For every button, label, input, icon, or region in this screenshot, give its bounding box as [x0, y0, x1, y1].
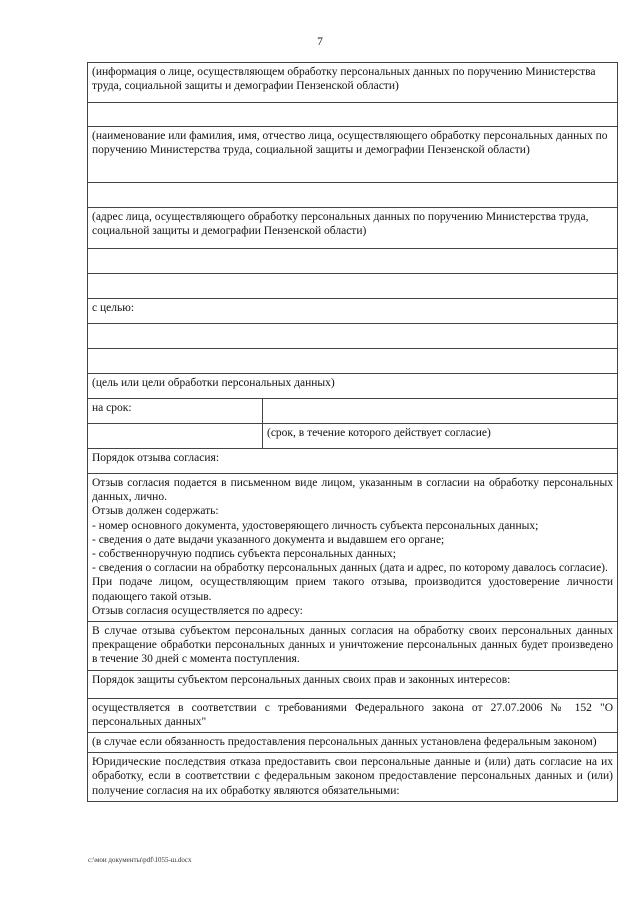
purpose-label: с целью: [88, 299, 618, 324]
legal-consequences: Юридические последствия отказа предоставить свои персональные данные и (или) дать согласие на их обработку, если в соответствии с федеральным законом предоставление персональных данных и (или) получение согласия на их обработку являются обязательными: [88, 753, 618, 802]
operator-name-field[interactable] [88, 183, 618, 208]
revocation-line: Отзыв согласия осуществляется по адресу: [92, 604, 303, 617]
revocation-line: Отзыв должен содержать: [92, 505, 219, 518]
revocation-consequence: В случае отзыва субъектом персональных данных согласия на обработку своих персональных данных прекращение обработки персональных данных и уничтожение персональных данных будет произведено в течение 30 дней с момента поступления. [88, 622, 618, 671]
revocation-line: - собственноручную подпись субъекта персональных данных; [92, 548, 396, 561]
operator-address-field[interactable] [88, 249, 618, 274]
revocation-line: - сведения о согласии на обработку персональных данных (дата и адрес, по которому давалось согласие). [92, 562, 608, 575]
revocation-line: При подаче лицом, осуществляющим прием такого отзыва, производится удостоверение личности подающего такой отзыв. [92, 576, 613, 603]
revocation-heading: Порядок отзыва согласия: [88, 449, 618, 474]
consent-form-table [87, 62, 618, 802]
term-label: на срок: [88, 399, 263, 424]
footer-file-path: c:\мои документы\pdf\1055-ш.docx [88, 856, 192, 864]
revocation-line: Отзыв согласия подается в письменном виде лицом, указанным в согласии на обработку персональных данных, лично. [92, 477, 613, 504]
revocation-line: - сведения о дате выдачи указанного документа и выдавшем его органе; [92, 533, 445, 546]
obligation-caption: (в случае если обязанность предоставления персональных данных установлена федеральным законом) [88, 733, 618, 753]
term-caption: (срок, в течение которого действует согласие) [263, 424, 618, 449]
purpose-field-1[interactable] [88, 324, 618, 349]
operator-blank-field[interactable] [88, 103, 618, 127]
page-number: 7 [317, 36, 323, 48]
term-field[interactable] [263, 399, 618, 424]
operator-info-caption: (информация о лице, осуществляющем обработку персональных данных по поручению Министерства труда, социальной защиты и демографии Пензенской области) [88, 63, 618, 103]
blank-line[interactable] [88, 274, 618, 299]
revocation-procedure [88, 474, 618, 622]
purpose-field-2[interactable] [88, 349, 618, 374]
protection-law: осуществляется в соответствии с требованиями Федерального закона от 27.07.2006 № 152 "О персональных данных" [88, 698, 618, 732]
purpose-caption: (цель или цели обработки персональных данных) [88, 374, 618, 399]
operator-address-caption: (адрес лица, осуществляющего обработку персональных данных по поручению Министерства труда, социальной защиты и демографии Пензенской области) [88, 208, 618, 249]
revocation-line: - номер основного документа, удостоверяющего личность субъекта персональных данных; [92, 519, 539, 532]
term-blank-cell [88, 424, 263, 449]
protection-heading: Порядок защиты субъектом персональных данных своих прав и законных интересов: [88, 670, 618, 698]
operator-name-caption: (наименование или фамилия, имя, отчество лица, осуществляющего обработку персональных данных по поручению Министерства труда, социальной защиты и демографии Пензенской области) [88, 127, 618, 183]
